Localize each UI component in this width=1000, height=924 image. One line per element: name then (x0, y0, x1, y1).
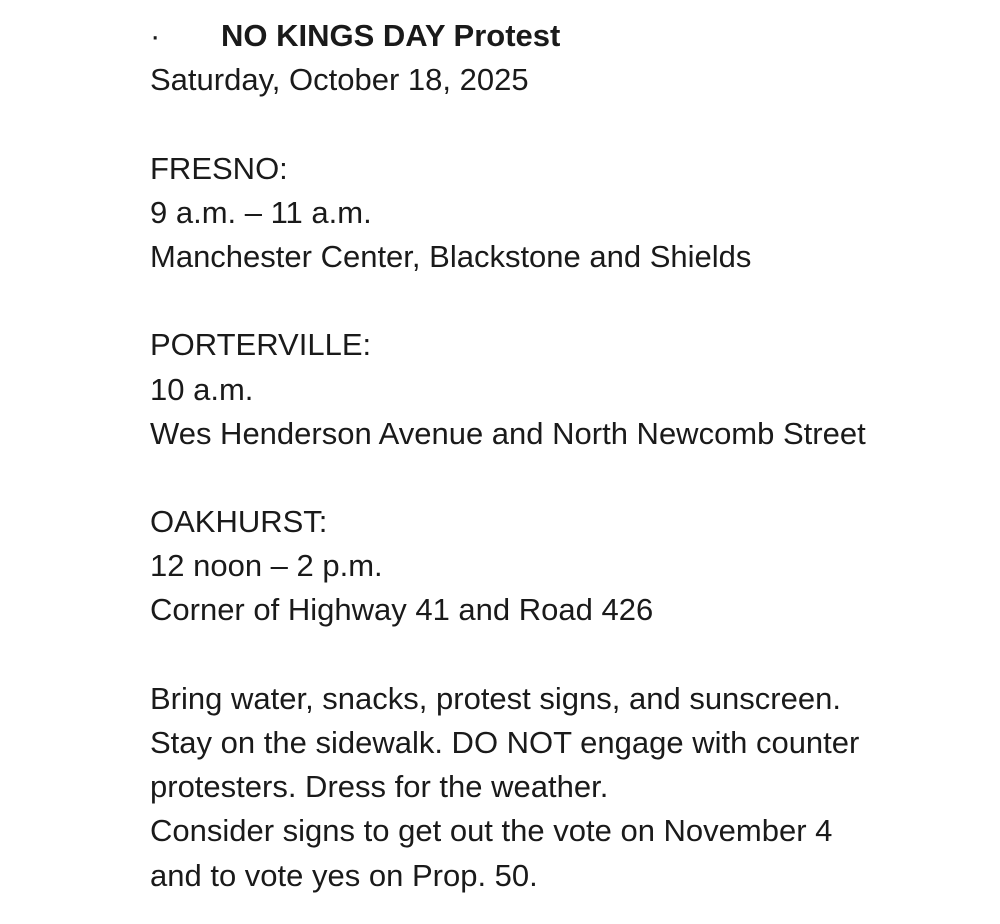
event-time: 9 a.m. – 11 a.m. (150, 194, 372, 230)
page-title: NO KINGS DAY Protest (221, 18, 561, 53)
spacer (150, 279, 980, 323)
instruction-line: and to vote yes on Prop. 50. (150, 857, 538, 893)
instructions-block (150, 677, 980, 898)
spacer (150, 102, 980, 146)
event-city: FRESNO: (150, 150, 288, 186)
bullet-glyph: · (150, 18, 161, 53)
spacer (150, 456, 980, 500)
event-location: Corner of Highway 41 and Road 426 (150, 592, 654, 628)
event-city: PORTERVILLE: (150, 327, 372, 363)
instruction-line: Consider signs to get out the vote on November 4 (150, 813, 833, 849)
spacer (150, 633, 980, 677)
document-body (150, 14, 980, 898)
event-time: 12 noon – 2 p.m. (150, 548, 383, 584)
event-time: 10 a.m. (150, 371, 254, 407)
event-city: OAKHURST: (150, 504, 328, 540)
title-row (150, 14, 980, 58)
event-date: Saturday, October 18, 2025 (150, 62, 529, 98)
event-location: Wes Henderson Avenue and North Newcomb Street (150, 415, 866, 451)
instruction-line: Bring water, snacks, protest signs, and sunscreen. (150, 680, 841, 716)
event-block-oakhurst (150, 500, 980, 633)
event-block-porterville (150, 323, 980, 456)
event-block-fresno (150, 147, 980, 280)
instruction-line: protesters. Dress for the weather. (150, 769, 609, 805)
instruction-line: Stay on the sidewalk. DO NOT engage with counter (150, 725, 860, 760)
event-location: Manchester Center, Blackstone and Shields (150, 238, 752, 274)
